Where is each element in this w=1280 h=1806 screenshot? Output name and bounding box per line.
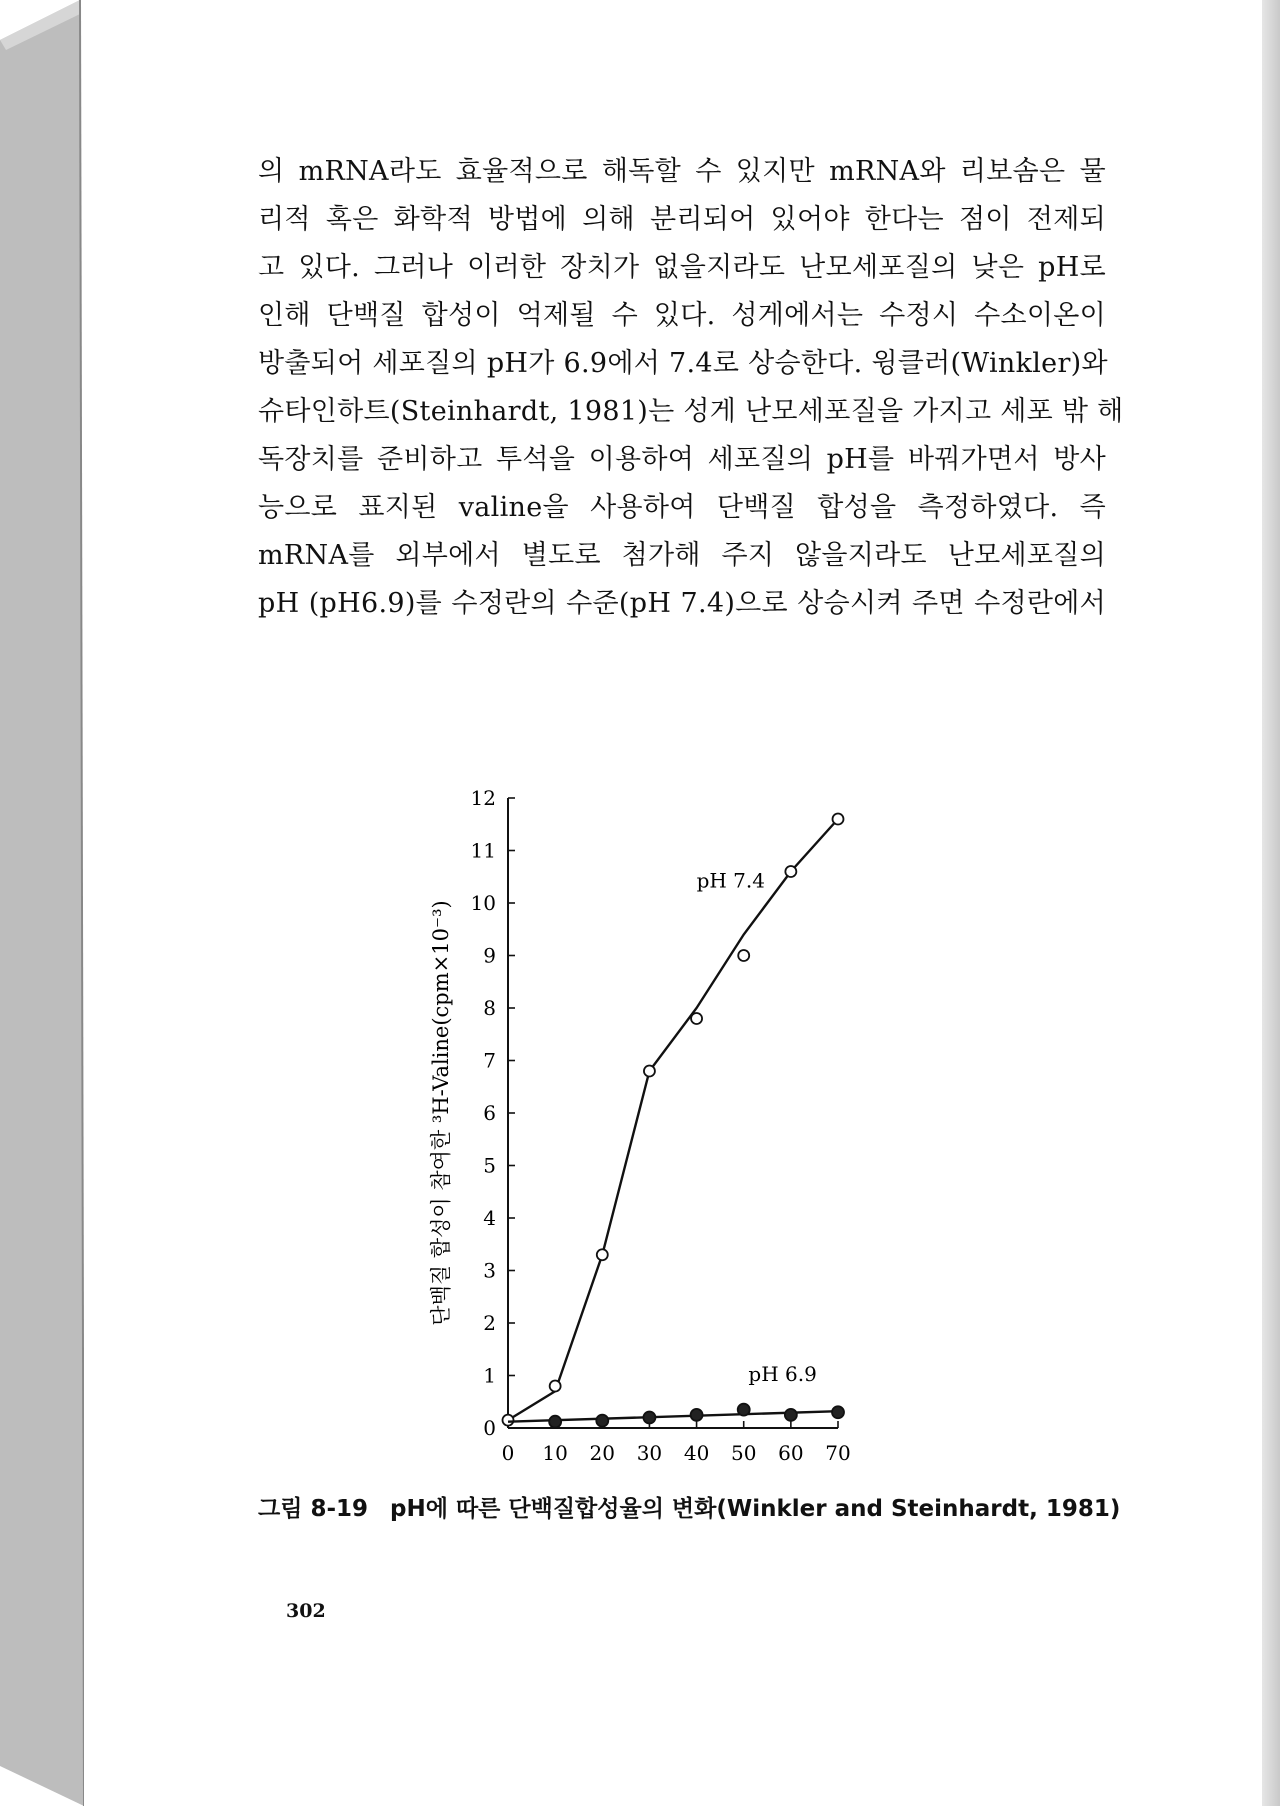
x-tick-label: 40 — [683, 1441, 710, 1465]
y-tick-label: 0 — [483, 1416, 496, 1440]
data-point — [738, 950, 749, 961]
paragraph-line: 의 mRNA라도 효율적으로 해독할 수 있지만 mRNA와 리보솜은 물 — [258, 156, 1106, 187]
paragraph-line: 슈타인하트(Steinhardt, 1981)는 성게 난모세포질을 가지고 세포 밖 해 — [258, 396, 1124, 427]
data-point — [643, 1412, 655, 1424]
y-axis-label: 단백질 합성이 참여한 ³H-Valine(cpm×10⁻³) — [429, 900, 453, 1326]
y-tick-label: 7 — [483, 1048, 496, 1073]
x-tick-label: 20 — [589, 1441, 616, 1465]
data-point — [503, 1415, 514, 1426]
paragraph-line: mRNA를 외부에서 별도로 첨가해 주지 않을지라도 난모세포질의 — [258, 540, 1106, 571]
y-tick-label: 8 — [483, 996, 496, 1020]
series-label: pH 6.9 — [748, 1361, 817, 1386]
paragraph-line: 능으로 표지된 valine을 사용하여 단백질 합성을 측정하였다. 즉 — [258, 492, 1106, 523]
data-point — [785, 866, 796, 877]
x-tick-label: 10 — [542, 1441, 568, 1465]
data-point — [832, 1406, 844, 1418]
data-point — [738, 1404, 750, 1416]
figure-number: 그림 8-19 — [258, 1496, 368, 1522]
series-label: pH 7.4 — [696, 868, 765, 893]
data-point — [833, 814, 844, 825]
paragraph-line: 인해 단백질 합성이 억제될 수 있다. 성게에서는 수정시 수소이온이 — [258, 300, 1106, 331]
paragraph-line: 고 있다. 그러나 이러한 장치가 없을지라도 난모세포질의 낮은 pH로 — [258, 252, 1106, 283]
paragraph-line: 리적 혹은 화학적 방법에 의해 분리되어 있어야 한다는 점이 전제되 — [258, 204, 1106, 235]
data-point — [549, 1416, 561, 1428]
paragraph-line: pH (pH6.9)를 수정란의 수준(pH 7.4)으로 상승시켜 주면 수정란에서 — [258, 588, 1106, 619]
y-tick-label: 3 — [483, 1258, 496, 1283]
y-tick-label: 11 — [470, 838, 496, 863]
data-point — [691, 1013, 702, 1024]
book-spine — [0, 0, 84, 1806]
paragraph-line: 방출되어 세포질의 pH가 6.9에서 7.4로 상승한다. 윙클러(Winkler)와 — [258, 348, 1108, 379]
data-point — [596, 1415, 608, 1427]
page-edge — [1262, 0, 1280, 1806]
body-paragraph — [258, 148, 1124, 628]
page-number: 302 — [286, 1600, 326, 1622]
y-tick-label: 12 — [470, 786, 496, 810]
y-tick-label: 6 — [483, 1101, 496, 1125]
data-point — [644, 1066, 655, 1077]
paragraph-line: 독장치를 준비하고 투석을 이용하여 세포질의 pH를 바꿔가면서 방사 — [258, 444, 1106, 475]
series-line — [508, 819, 838, 1420]
y-tick-label: 4 — [483, 1206, 496, 1230]
y-tick-label: 2 — [483, 1311, 496, 1335]
ph-valine-chart — [380, 760, 900, 1480]
figure-caption-text: pH에 따른 단백질합성율의 변화(Winkler and Steinhardt, 1981) — [390, 1496, 1121, 1522]
x-tick-label: 60 — [778, 1441, 804, 1465]
data-point — [785, 1409, 797, 1421]
data-point — [550, 1381, 561, 1392]
y-tick-label: 1 — [483, 1363, 496, 1388]
data-point — [597, 1249, 608, 1260]
x-tick-label: 50 — [730, 1441, 757, 1465]
y-tick-label: 10 — [470, 891, 496, 915]
figure-caption — [258, 1490, 1120, 1523]
y-tick-label: 5 — [483, 1153, 496, 1178]
y-tick-label: 9 — [483, 943, 496, 968]
data-point — [691, 1409, 703, 1421]
x-tick-label: 0 — [501, 1441, 515, 1465]
x-tick-label: 30 — [636, 1441, 663, 1465]
x-tick-label: 70 — [825, 1441, 851, 1465]
